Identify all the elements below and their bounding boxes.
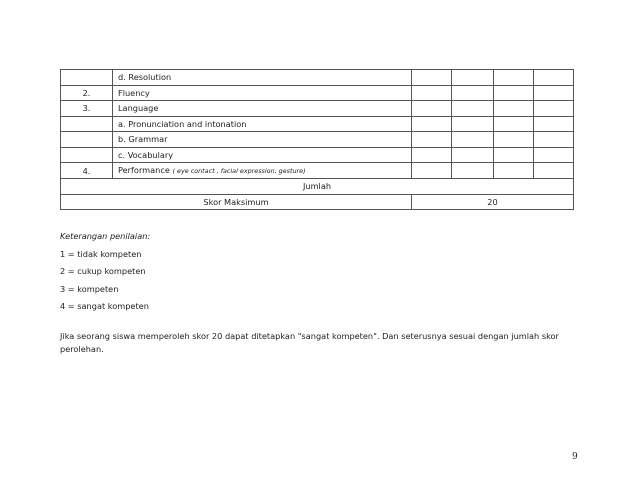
table-row-jumlah — [61, 179, 574, 195]
score-cell — [452, 85, 494, 101]
score-cell — [452, 147, 494, 163]
score-cell — [534, 147, 574, 163]
table-row — [61, 70, 574, 86]
score-cell — [494, 163, 534, 179]
score-cell — [494, 70, 534, 86]
skor-maksimum-label: Skor Maksimum — [61, 194, 412, 210]
aspect-cell — [113, 163, 412, 179]
score-cell — [412, 101, 452, 117]
notes-item: 2 = cukup kompeten — [60, 266, 146, 276]
score-cell — [412, 85, 452, 101]
row-number: 4. — [61, 163, 113, 179]
performance-label: Performance — [118, 165, 170, 175]
score-cell — [534, 70, 574, 86]
score-cell — [534, 163, 574, 179]
notes-item: 4 = sangat kompeten — [60, 301, 149, 311]
notes-paragraph: Jika seorang siswa memperoleh skor 20 dapat ditetapkan "sangat kompeten". Dan seterusnya sesuai dengan jumlah skor perolehan. — [60, 330, 559, 354]
notes-heading: Keterangan penilaian: — [60, 231, 151, 241]
score-cell — [412, 70, 452, 86]
score-cell — [452, 116, 494, 132]
score-cell — [534, 85, 574, 101]
score-cell — [534, 101, 574, 117]
assessment-notes — [60, 230, 580, 356]
score-cell — [494, 147, 534, 163]
score-cell — [494, 85, 534, 101]
jumlah-label: Jumlah — [61, 179, 574, 195]
score-cell — [452, 70, 494, 86]
aspect-cell: Language — [113, 101, 412, 117]
score-cell — [494, 132, 534, 148]
page-number: 9 — [572, 452, 578, 462]
performance-detail: ( eye contact , facial expression, gesture) — [172, 167, 306, 175]
score-cell — [452, 101, 494, 117]
skor-maksimum-value: 20 — [412, 194, 574, 210]
table-row-performance — [61, 163, 574, 179]
row-number — [61, 147, 113, 163]
notes-item: 1 = tidak kompeten — [60, 248, 142, 259]
assessment-table — [60, 69, 574, 210]
score-cell — [494, 101, 534, 117]
score-cell — [534, 132, 574, 148]
table-row — [61, 116, 574, 132]
aspect-cell: Fluency — [113, 85, 412, 101]
aspect-cell: c. Vocabulary — [113, 147, 412, 163]
table-row — [61, 132, 574, 148]
table-row — [61, 147, 574, 163]
row-number — [61, 70, 113, 86]
aspect-cell: d. Resolution — [113, 70, 412, 86]
score-cell — [412, 132, 452, 148]
row-number: 3. — [61, 101, 113, 117]
aspect-cell: b. Grammar — [113, 132, 412, 148]
score-cell — [494, 116, 534, 132]
score-cell — [452, 163, 494, 179]
score-cell — [412, 147, 452, 163]
score-cell — [412, 116, 452, 132]
aspect-cell: a. Pronunciation and intonation — [113, 116, 412, 132]
table-row — [61, 101, 574, 117]
score-cell — [412, 163, 452, 179]
notes-item: 3 = kompeten — [60, 283, 119, 294]
score-cell — [452, 132, 494, 148]
table-row-skor-maksimum — [61, 194, 574, 210]
row-number — [61, 132, 113, 148]
table-row — [61, 85, 574, 101]
row-number: 2. — [61, 85, 113, 101]
row-number — [61, 116, 113, 132]
score-cell — [534, 116, 574, 132]
